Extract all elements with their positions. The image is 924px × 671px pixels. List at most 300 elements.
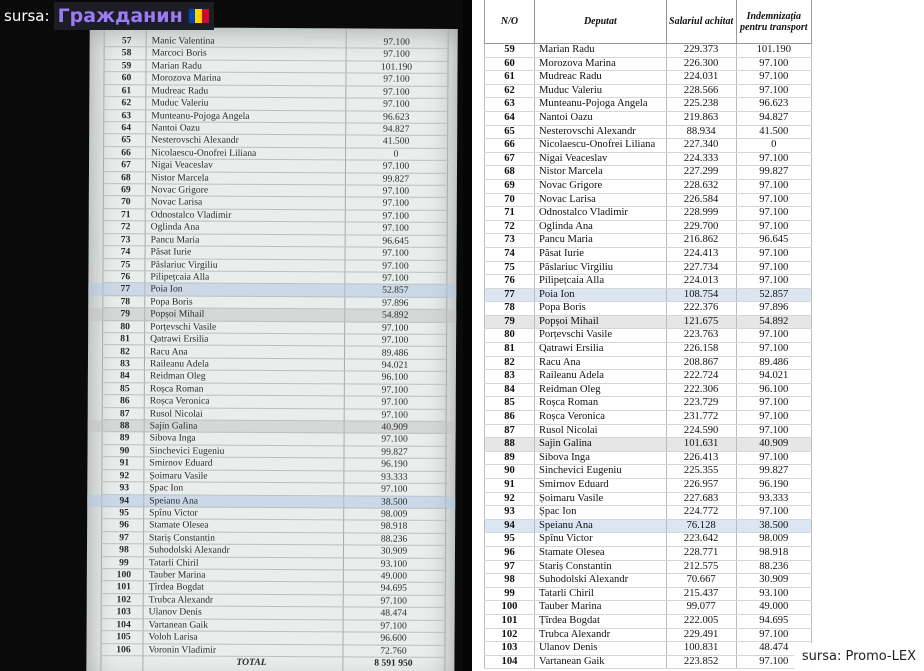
transport-value: 101.190 (380, 61, 413, 73)
row-number: 88 (119, 420, 130, 432)
salary-value: 101.631 (666, 438, 736, 452)
transport-value: 99.827 (381, 446, 408, 458)
deputy-name: Ulanov Denis (535, 642, 667, 656)
row-number: 58 (121, 47, 132, 59)
transport-value: 97.100 (382, 160, 410, 172)
transport-value: 93.100 (736, 587, 811, 601)
deputy-name: Qatrawi Ersilia (150, 333, 209, 345)
row-number: 61 (121, 84, 132, 96)
row-number: 73 (120, 233, 131, 245)
deputy-name: Nesterovschi Alexandr (151, 134, 239, 147)
transport-value: 97.100 (736, 179, 811, 193)
deputy-name: Șoimaru Vasile (149, 470, 208, 482)
deputy-name: Manic Valentina (151, 35, 215, 47)
deputy-name: Rusol Nicolai (149, 407, 203, 420)
row-number: 70 (120, 196, 131, 208)
row-number: 75 (120, 258, 131, 270)
table-row (485, 411, 812, 425)
transport-value: 96.190 (381, 458, 408, 470)
row-number: 80 (485, 329, 535, 343)
transport-value: 0 (393, 148, 399, 160)
transport-value: 101.190 (736, 44, 811, 58)
deputy-name: Nicolaescu-Onofrei Liliana (535, 139, 667, 153)
row-number: 59 (485, 44, 535, 58)
deputy-name: Roșca Veronica (149, 395, 210, 407)
row-number: 101 (485, 614, 535, 628)
deputy-name: Șoimaru Vasile (535, 492, 667, 506)
deputy-name: Mudreac Radu (535, 71, 667, 85)
table-row (485, 152, 812, 166)
deputy-name: Roșca Roman (535, 397, 667, 411)
table-row (485, 642, 812, 656)
table-body (485, 44, 812, 669)
row-number: 85 (485, 397, 535, 411)
row-number: 98 (485, 574, 535, 588)
row-number: 77 (120, 283, 131, 295)
row-number: 96 (485, 546, 535, 560)
row-number: 65 (485, 125, 535, 139)
transport-value: 41.500 (382, 135, 410, 148)
table-row (485, 71, 812, 85)
row-number: 87 (485, 424, 535, 438)
salary-value: 226.300 (666, 57, 736, 71)
salary-value: 208.867 (666, 356, 736, 370)
table-row (485, 546, 812, 560)
transport-value: 97.100 (736, 329, 811, 343)
row-number: 85 (120, 382, 130, 395)
row-number: 93 (119, 482, 130, 494)
row-number: 78 (120, 296, 131, 308)
salary-value: 224.333 (666, 152, 736, 166)
row-number: 102 (116, 594, 131, 606)
row-number: 89 (119, 432, 130, 444)
row-number: 81 (120, 333, 130, 345)
transport-value: 52.857 (736, 288, 811, 302)
transport-value: 97.100 (736, 655, 811, 669)
transport-value: 93.333 (736, 492, 811, 506)
deputy-name: Popșoi Mihail (150, 308, 205, 320)
transport-value: 97.100 (736, 506, 811, 520)
row-number: 64 (121, 122, 132, 134)
deputy-name: Șpac Ion (535, 506, 667, 520)
deputy-name: Tatarli Chiril (535, 587, 667, 601)
transport-value: 88.236 (736, 560, 811, 574)
table-row (485, 574, 812, 588)
salary-value: 229.491 (666, 628, 736, 642)
transport-value: 48.474 (736, 642, 811, 656)
row-number: 64 (485, 111, 535, 125)
salary-value: 108.754 (666, 288, 736, 302)
salary-value: 223.642 (666, 533, 736, 547)
salary-value: 222.005 (666, 614, 736, 628)
row-number: 71 (485, 207, 535, 221)
row-number: 68 (485, 166, 535, 180)
right-table-panel (472, 0, 924, 671)
transport-value: 54.892 (736, 315, 811, 329)
deputy-name: Novac Larisa (535, 193, 667, 207)
salary-value: 70.667 (666, 574, 736, 588)
row-number: 92 (485, 492, 535, 506)
deputy-name: Șpac Ion (149, 482, 184, 494)
row-number: 71 (120, 209, 131, 221)
deputy-name: Țîrdea Bogdat (148, 581, 204, 594)
total-label: TOTAL (236, 656, 267, 668)
transport-value: 97.100 (383, 48, 410, 61)
deputy-name: Vartanean Gaik (148, 619, 209, 631)
salary-value: 216.862 (666, 234, 736, 248)
deputy-name: Stariș Constantin (535, 560, 667, 574)
deputy-name: Păsat Iurie (535, 247, 667, 261)
row-number: 74 (120, 246, 131, 258)
row-number: 104 (485, 655, 535, 669)
row-number: 90 (485, 465, 535, 479)
transport-value: 94.021 (736, 370, 811, 384)
transport-value: 52.857 (382, 284, 409, 297)
row-number: 92 (119, 469, 130, 481)
row-number: 61 (485, 71, 535, 85)
transport-value: 93.100 (380, 558, 408, 570)
deputy-name: Stamate Olesea (149, 519, 209, 532)
row-number: 99 (119, 556, 129, 568)
source-watermark-right: sursa: Promo-LEX (794, 643, 924, 671)
deputy-name: Morozova Marina (151, 72, 222, 84)
table-row (485, 302, 812, 316)
deputy-name: Marian Radu (151, 60, 202, 72)
row-number: 100 (116, 569, 132, 581)
transport-value: 97.100 (380, 595, 407, 607)
salary-value: 223.763 (666, 329, 736, 343)
transport-value: 30.909 (736, 574, 811, 588)
transport-value: 41.500 (736, 125, 811, 139)
row-number: 84 (485, 383, 535, 397)
table-row (485, 601, 812, 615)
brand-logo (54, 2, 214, 30)
deputy-name: Ulanov Denis (148, 606, 202, 618)
transport-value: 97.100 (381, 483, 408, 495)
row-number: 66 (121, 146, 131, 159)
table-row (485, 343, 812, 357)
deputy-name: Suhodolski Alexandr (148, 544, 230, 557)
deputy-name: Vartanean Gaik (535, 655, 667, 669)
table-row (485, 84, 812, 98)
row-number: 96 (119, 519, 129, 531)
deputy-name: Porțevschi Vasile (150, 321, 217, 333)
transport-value: 88.236 (380, 533, 408, 545)
row-number: 84 (120, 370, 130, 382)
salary-value: 224.772 (666, 506, 736, 520)
header-transport: Indemnizația pentru transport (736, 0, 811, 44)
transport-value: 97.100 (382, 198, 410, 210)
transport-value: 49.000 (736, 601, 811, 615)
transport-value: 96.623 (383, 111, 410, 123)
deputy-name: Reidman Oleg (535, 383, 667, 397)
salary-value: 228.566 (666, 84, 736, 98)
transport-value: 97.100 (383, 36, 410, 48)
salary-value: 226.957 (666, 479, 736, 493)
transport-value: 98.918 (380, 520, 408, 533)
row-number: 65 (121, 134, 131, 146)
transport-value: 97.100 (736, 397, 811, 411)
deputy-name: Voloh Larisa (148, 631, 198, 643)
row-number: 100 (485, 601, 535, 615)
salary-value: 222.376 (666, 302, 736, 316)
table-row (485, 465, 812, 479)
table-row (485, 44, 812, 58)
deputy-name: Stamate Olesea (535, 546, 667, 560)
transport-value: 40.909 (736, 438, 811, 452)
table-row (485, 383, 812, 397)
row-number: 94 (119, 494, 130, 506)
row-number: 98 (119, 544, 129, 556)
table-header-row (485, 0, 812, 44)
deputy-name: Popșoi Mihail (535, 315, 667, 329)
deputy-name: Munteanu-Pojoga Angela (151, 109, 250, 122)
row-number: 83 (120, 358, 130, 370)
row-number: 76 (485, 275, 535, 289)
transport-value: 97.896 (736, 302, 811, 316)
salary-value: 229.373 (666, 44, 736, 58)
transport-value: 93.333 (381, 471, 408, 483)
row-number: 79 (120, 308, 131, 320)
salary-value: 227.340 (666, 139, 736, 153)
deputy-name: Marcoci Boris (151, 47, 207, 60)
table-row (485, 370, 812, 384)
transport-value: 97.100 (736, 193, 811, 207)
row-number: 63 (121, 109, 132, 121)
transport-value: 97.100 (380, 620, 407, 632)
transport-value: 97.100 (382, 210, 409, 222)
table-row (485, 275, 812, 289)
table-row (485, 125, 812, 139)
deputy-name: Pancu Maria (535, 234, 667, 248)
table-row (485, 628, 812, 642)
row-number: 77 (485, 288, 535, 302)
deputy-name: Novac Larisa (150, 196, 203, 209)
transport-value: 97.100 (736, 628, 811, 642)
table-row (485, 533, 812, 547)
header-deputy: Deputat (535, 0, 667, 44)
row-number: 62 (485, 84, 535, 98)
row-number: 86 (119, 395, 130, 407)
deputies-table (484, 0, 812, 669)
row-number: 74 (485, 247, 535, 261)
transport-value: 98.918 (736, 546, 811, 560)
row-number: 103 (485, 642, 535, 656)
source-label: sursa: (4, 7, 50, 25)
transport-value: 96.190 (736, 479, 811, 493)
transport-value: 94.695 (380, 583, 408, 595)
salary-value: 100.831 (666, 642, 736, 656)
deputy-name: Păslariuc Virgiliu (535, 261, 667, 275)
row-number: 87 (119, 407, 130, 419)
table-row (485, 111, 812, 125)
table-row (485, 492, 812, 506)
transport-value: 97.100 (736, 57, 811, 71)
moldova-flag-icon (188, 8, 210, 24)
transport-value: 97.100 (383, 98, 410, 110)
row-number: 105 (116, 631, 131, 643)
row-number: 63 (485, 98, 535, 112)
deputy-name: Nistor Marcela (150, 171, 209, 184)
salary-value: 219.863 (666, 111, 736, 125)
row-number: 76 (120, 271, 131, 283)
deputy-name: Păsat Iurie (150, 246, 192, 258)
deputy-name: Roșca Veronica (535, 411, 667, 425)
deputy-name: Țîrdea Bogdat (535, 614, 667, 628)
salary-value: 228.632 (666, 179, 736, 193)
salary-value: 121.675 (666, 315, 736, 329)
deputy-name: Spînu Victor (535, 533, 667, 547)
table-row (485, 288, 812, 302)
transport-value: 94.827 (736, 111, 811, 125)
deputy-name: Smirnov Eduard (149, 457, 213, 469)
table-row (485, 207, 812, 221)
header-salary: Salariul achitat (666, 0, 736, 44)
transport-value: 97.100 (382, 260, 409, 272)
deputy-name: Morozova Marina (535, 57, 667, 71)
deputy-name: Nicolaescu-Onofrei Liliana (151, 147, 257, 159)
row-number: 62 (121, 97, 132, 109)
salary-value: 228.999 (666, 207, 736, 221)
table-row (485, 655, 812, 669)
transport-value: 72.760 (380, 645, 407, 657)
total-value: 8 591 950 (374, 657, 413, 669)
transport-value: 97.100 (736, 411, 811, 425)
total-row (86, 656, 454, 670)
deputy-name: Porțevschi Vasile (535, 329, 667, 343)
row-number: 86 (485, 411, 535, 425)
table-row (485, 166, 812, 180)
panel-divider (463, 0, 472, 671)
salary-value: 226.158 (666, 343, 736, 357)
row-number: 89 (485, 451, 535, 465)
deputy-name: Racu Ana (150, 345, 188, 358)
transport-value: 97.100 (736, 275, 811, 289)
transport-value: 94.695 (736, 614, 811, 628)
deputy-name: Mudreac Radu (151, 85, 209, 97)
row-number: 70 (485, 193, 535, 207)
deputy-name: Poia Ion (535, 288, 667, 302)
deputy-name: Speianu Ana (149, 494, 199, 507)
deputy-name: Nesterovschi Alexandr (535, 125, 667, 139)
salary-value: 226.413 (666, 451, 736, 465)
deputy-name: Suhodolski Alexandr (535, 574, 667, 588)
deputy-name: Trubca Alexandr (535, 628, 667, 642)
table-row (485, 424, 812, 438)
row-number: 99 (485, 587, 535, 601)
deputy-name: Sinchevici Eugeniu (535, 465, 667, 479)
table-row (485, 57, 812, 71)
row-number: 103 (116, 606, 131, 618)
deputy-name: Reidman Oleg (149, 370, 206, 382)
transport-value: 38.500 (381, 496, 408, 508)
deputy-name: Nigai Veaceslav (535, 152, 667, 166)
row-number: 91 (485, 479, 535, 493)
transport-value: 97.100 (383, 73, 410, 85)
deputy-name: Poia Ion (150, 283, 183, 295)
deputy-name: Pilipețcaia Alla (150, 271, 210, 283)
salary-value: 76.128 (666, 519, 736, 533)
deputy-name: Oglinda Ana (535, 220, 667, 234)
deputy-name: Speianu Ana (535, 519, 667, 533)
salary-value: 229.700 (666, 220, 736, 234)
table-row (485, 247, 812, 261)
table-row (485, 234, 812, 248)
row-number: 82 (485, 356, 535, 370)
transport-value: 97.100 (381, 434, 408, 446)
table-row (485, 438, 812, 452)
row-number: 66 (485, 139, 535, 153)
row-number: 90 (119, 445, 130, 457)
row-number: 60 (485, 57, 535, 71)
deputy-name: Odnostalco Vladimir (535, 207, 667, 221)
transport-value: 97.100 (736, 261, 811, 275)
photographed-document (86, 27, 457, 671)
transport-value: 97.100 (383, 86, 410, 98)
row-number: 75 (485, 261, 535, 275)
row-number: 95 (485, 533, 535, 547)
transport-value: 97.100 (736, 207, 811, 221)
transport-value: 97.100 (381, 396, 408, 408)
salary-value: 99.077 (666, 601, 736, 615)
row-number: 68 (121, 171, 131, 183)
table-row (485, 451, 812, 465)
deputy-name: Roșca Roman (149, 383, 204, 395)
row-number: 104 (116, 618, 131, 630)
transport-value: 97.100 (382, 247, 409, 259)
table-row (485, 329, 812, 343)
transport-value: 97.100 (736, 71, 811, 85)
deputy-name: Tauber Marina (535, 601, 667, 615)
transport-value: 89.486 (381, 347, 409, 359)
deputy-name: Muduc Valeriu (151, 97, 209, 109)
row-number: 82 (120, 345, 130, 357)
transport-value: 30.909 (380, 545, 408, 557)
deputy-name: Sibova Inga (535, 451, 667, 465)
deputy-name: Odnostalco Vladimir (150, 209, 232, 221)
transport-value: 97.100 (382, 185, 410, 197)
deputy-name: Pancu Maria (150, 234, 200, 246)
transport-value: 97.100 (736, 84, 811, 98)
table-row (485, 479, 812, 493)
row-number: 57 (121, 35, 132, 47)
deputy-name: Muduc Valeriu (535, 84, 667, 98)
transport-value: 49.000 (380, 570, 408, 582)
salary-value: 228.771 (666, 546, 736, 560)
transport-value: 94.827 (382, 123, 410, 135)
row-number: 69 (485, 179, 535, 193)
row-number: 101 (116, 581, 132, 593)
salary-value: 227.683 (666, 492, 736, 506)
deputy-name: Nigai Veaceslav (150, 159, 213, 171)
transport-value: 38.500 (736, 519, 811, 533)
transport-value: 97.100 (736, 343, 811, 357)
row-number: 97 (485, 560, 535, 574)
salary-value: 227.734 (666, 261, 736, 275)
transport-value: 96.623 (736, 98, 811, 112)
salary-value: 224.031 (666, 71, 736, 85)
deputy-name: Sinchevici Eugeniu (149, 445, 225, 457)
transport-value: 97.100 (736, 451, 811, 465)
salary-value: 88.934 (666, 125, 736, 139)
transport-value: 96.645 (736, 234, 811, 248)
transport-value: 99.827 (382, 173, 410, 185)
deputy-name: Nantoi Oazu (151, 122, 200, 134)
table-row (485, 139, 812, 153)
deputy-name: Racu Ana (535, 356, 667, 370)
row-number: 60 (121, 72, 132, 84)
deputy-name: Sajin Galina (535, 438, 667, 452)
